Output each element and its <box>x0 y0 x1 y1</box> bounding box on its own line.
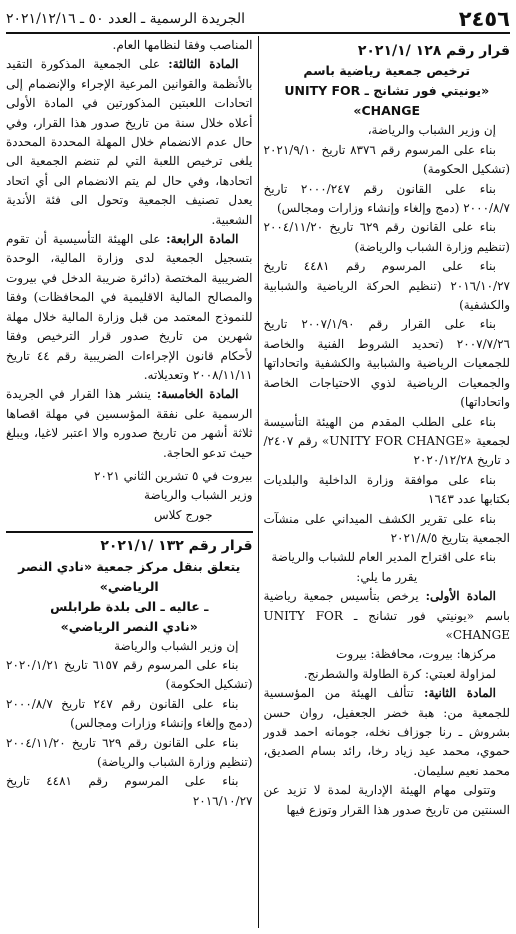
article-4 <box>6 230 253 385</box>
continued-text: المناصب وفقا لنظامها العام. <box>112 38 253 52</box>
left-column <box>6 36 259 928</box>
signatory-title: وزير الشباب والرياضة <box>144 488 253 503</box>
page-number: ٢٤٥٦ <box>458 7 510 31</box>
divider <box>6 531 253 533</box>
consideration-item: بناء على المرسوم رقم ٤٤٨١ تاريخ ٢٠١٦/١٠/٢٧ (تنظيم الحركة الرياضية والشبابية والكشفية) <box>263 259 510 313</box>
consideration-item: بناء على القانون رقم ٦٢٩ تاريخ ٢٠٠٤/١١/٢٠ (تنظيم وزارة الشباب والرياضة) <box>263 220 510 254</box>
article-text: على الجمعية المذكورة التقيد بالأنظمة والقوانين المرعية الإجراء والإنضمام إلى اتحادات اللعبتين المذكورتين في المادة الأولى أعلاه خلال سنة من تاريخ صدور هذا القرار، وفي حال عدم الانضمام خلال المهلة المحددة المحددة يلغى ترخيص اللعبة التي لم تنضم الجمعية الى اتحادها، وفي حال لم يتم الانضمام الى أي اتحاد يعدل تصنيف الجمعية وتحول الى فئة الأندية الشعبية. <box>6 57 253 227</box>
article-text: ينشر هذا القرار في الجريدة الرسمية على نفقة المؤسسين في مهلة اقصاها ثلاثة أشهر من تاريخ صدوره والا اعتبر لاغيا، ويبلغ حيث تدعو الحاجة. <box>6 387 253 460</box>
hq-line: مركزها: بيروت، محافظة: بيروت <box>336 647 496 662</box>
issue-date: بيروت في ٥ تشرين الثاني ٢٠٢١ <box>94 468 253 483</box>
decision-title-name: «نادي النصر الرياضي» <box>60 618 198 634</box>
decision-title-place: ـ عاليه ـ الى بلدة طرابلس <box>50 598 209 614</box>
article-label: المادة الخامسة: <box>156 387 239 402</box>
page-header <box>6 6 510 34</box>
consideration-item: بناء على اقتراح المدير العام للشباب والرياضة <box>271 550 496 565</box>
games-line: لمزاولة لعبتي: كرة الطاولة والشطرنج. <box>303 666 496 681</box>
consideration-item: بناء على الطلب المقدم من الهيئة التأسيسة لجمعية «UNITY FOR CHANGE» رقم ٢٤٠٧/د تاريخ ٢٠٢٠/١٢/٢٨ <box>263 414 510 468</box>
decision-title: يتعلق بنقل مركز جمعية «نادي النصر الرياضي» <box>18 558 241 594</box>
right-column <box>259 36 511 928</box>
considerations-list <box>264 141 511 568</box>
article-text: تتألف الهيئة من المؤسسية للجمعية من: هبة خضر الجعفيل، روان حسن بشروش ـ رنا جوزاف نخله، جومانه احمد قدور حموي، محمد عيد زياد رخا، رائد بسام الصديق، محمد نعيم سليمان. <box>263 686 510 778</box>
consideration-item: بناء على القانون رقم ٦٢٩ تاريخ ٢٠٠٤/١١/٢٠ (تنظيم وزارة الشباب والرياضة) <box>6 735 253 769</box>
article-label: المادة الأولى: <box>425 589 496 604</box>
consideration-item: بناء على موافقة وزارة الداخلية والبلديات بكتابها عدد ١٦٤٣ <box>263 472 510 507</box>
article-2-continued: وتتولى مهام الهيئة الإدارية لمدة لا تزيد عن السنتين من تاريخ صدور هذا القرار وتوزع فيها <box>263 783 510 817</box>
article-3 <box>6 55 253 230</box>
article-1 <box>264 587 511 645</box>
article-5 <box>6 385 253 463</box>
consideration-item: بناء على تقرير الكشف الميداني على منشآت الجمعية بتاريخ ٢٠٢١/٨/٥ <box>263 511 510 545</box>
article-label: المادة الرابعة: <box>166 232 239 247</box>
signatory-name: جورج كلاس <box>154 507 213 522</box>
consideration-item: بناء على القانون رقم ٢٠٠٠/٢٤٧ تاريخ ٢٠٠٠/٨/٧ (دمج وإلغاء وإنشاء وزارات ومجالس) <box>263 181 510 216</box>
consideration-item: بناء على القانون رقم ٢٤٧ تاريخ ٢٠٠٠/٨/٧ (دمج وإلغاء وإنشاء وزارات ومجالس) <box>6 696 253 731</box>
article-text: يرخص بتأسيس جمعية رياضية باسم «يونيتي فور تشانج ـ UNITY FOR CHANGE» <box>263 589 510 642</box>
consideration-item: بناء على المرسوم رقم ٤٤٨١ تاريخ ٢٠١٦/١٠/٢٧ <box>6 774 253 808</box>
minister-line: إن وزير الشباب والرياضة، <box>367 123 496 138</box>
consideration-item: بناء على المرسوم رقم ٦١٥٧ تاريخ ٢٠٢٠/١/٢١ (تشكيل الحكومة) <box>6 657 253 692</box>
decides-line: يقرر ما يلي: <box>356 569 418 584</box>
decision-title-name: «يونيتي فور تشانج ـ UNITY FOR CHANGE» <box>284 83 490 119</box>
decision-title: ترخيص جمعية رياضية باسم <box>303 63 471 79</box>
gazette-issue: الجريدة الرسمية ـ العدد ٥٠ ـ ٢٠٢١/١٢/١٦ <box>6 11 245 27</box>
decision-number: قرار رقم ١٢٨ /٢٠٢١/١ <box>357 43 510 59</box>
minister-line: إن وزير الشباب والرياضة <box>114 638 239 653</box>
consideration-item: بناء على القرار رقم ٢٠٠٧/١/٩٠ تاريخ ٢٠٠٧/٧/٢٦ (تحديد الشروط الفنية والخاصة للجمعيات الرياضية والشبابية والكشفية واتحاداتها والجمعيات الرياضية لذوي الاحتياجات الخاصة واتحاداتها) <box>263 317 510 410</box>
article-label: المادة الثانية: <box>424 686 496 701</box>
decision-number: قرار رقم ١٣٢ /٢٠٢١/١ <box>100 538 253 555</box>
article-label: المادة الثالثة: <box>168 57 239 72</box>
article-2 <box>264 684 511 781</box>
article-text: على الهيئة التأسيسية أن تقوم بتسجيل الجمعية لدى وزارة المالية، الوحدة الضريبية المختصة (دائرة ضريبة الدخل في بيروت والمصالح المالية الاقليمية في المحافظات) وفقا للنموذج المعتمد من قبل وزارة المالية خلال مهلة شهرين من تاريخ صدور قرار الترخيص وفقا لأحكام قانون الإجراءات الضريبية رقم ٤٤ تاريخ ٢٠٠٨/١١/١١ وتعديلاته. <box>6 232 253 382</box>
consideration-item: بناء على المرسوم رقم ٨٣٧٦ تاريخ ٢٠٢١/٩/١٠ (تشكيل الحكومة) <box>263 142 510 177</box>
considerations-list <box>6 656 253 811</box>
